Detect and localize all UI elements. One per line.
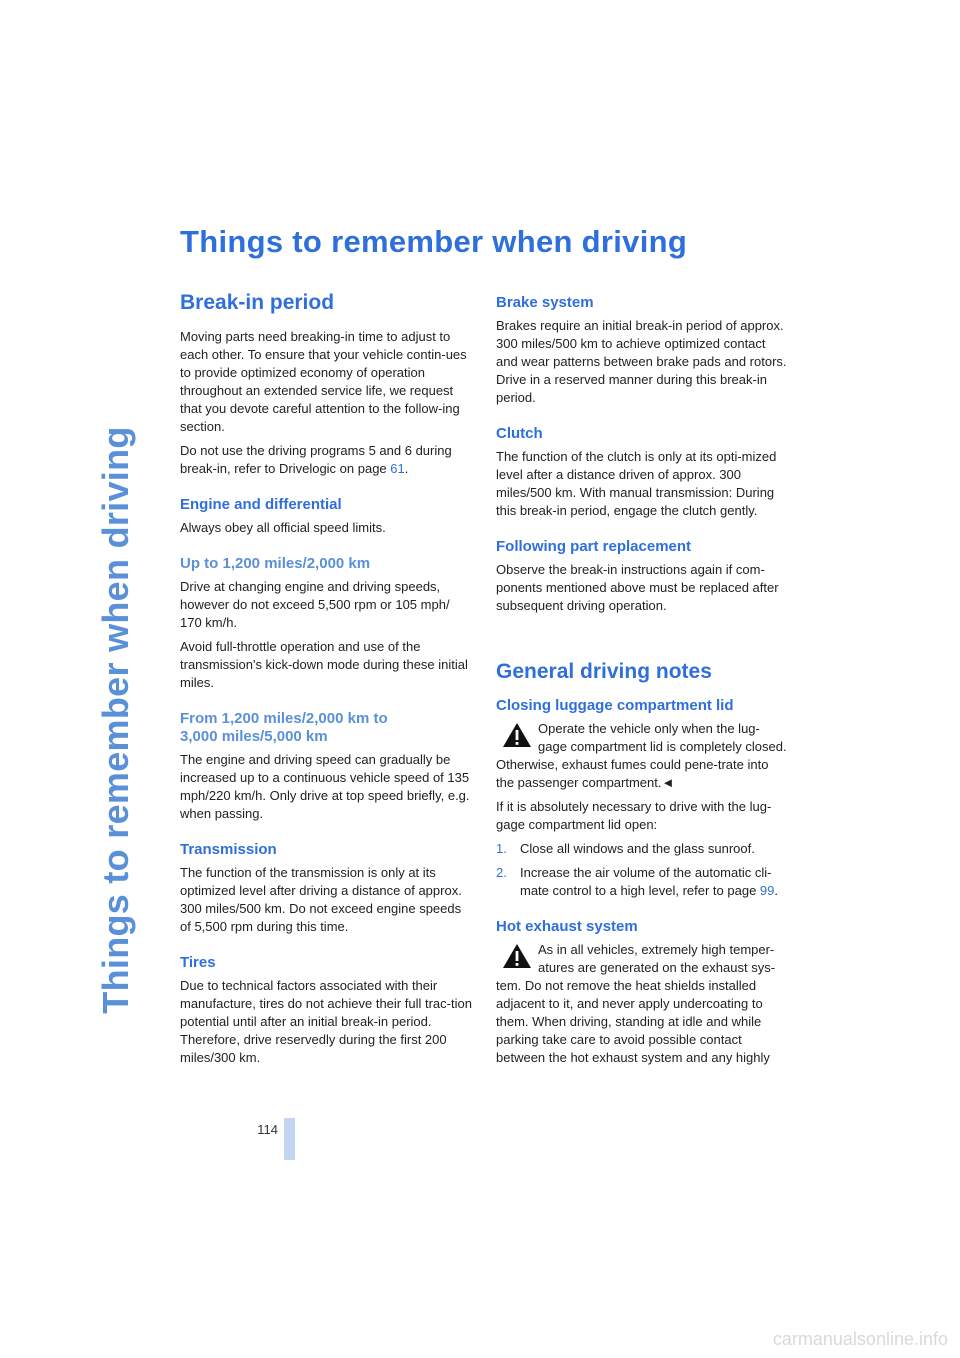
from-heading: From 1,200 miles/2,000 km to 3,000 miles/5,000 km xyxy=(180,710,388,746)
luggage-paragraph: If it is absolutely necessary to drive with the lug-gage compartment lid open: xyxy=(496,799,772,833)
left-column xyxy=(180,290,472,1073)
brake-heading: Brake system xyxy=(496,294,594,311)
tires-paragraph: Due to technical factors associated with their manufacture, tires do not achieve their full trac-tion potential until after an initial break-in period. Therefore, drive reservedly during the first 200 miles/300 km. xyxy=(180,978,472,1066)
page-number: 114 xyxy=(257,1122,278,1137)
list-item: 2. Increase the air volume of the automatic cli-mate control to a high level, refer to page 99. xyxy=(496,865,779,899)
engine-paragraph: Always obey all official speed limits. xyxy=(180,520,386,536)
page-number-bar xyxy=(284,1118,295,1160)
luggage-heading: Closing luggage compartment lid xyxy=(496,697,734,715)
page-link-61[interactable]: 61 xyxy=(390,461,405,477)
breakin-paragraph-1: Moving parts need breaking-in time to adjust to each other. To ensure that your vehicle contin-ues to provide optimized economy of operation throughout an extended service life, we request that you devote careful attention to the follow-ing section. xyxy=(180,329,467,435)
warning-triangle-icon xyxy=(502,943,532,969)
page-title: Things to remember when driving xyxy=(180,224,688,259)
breakin-heading: Break-in period xyxy=(180,291,335,314)
page-link-99[interactable]: 99 xyxy=(759,883,775,899)
watermark: carmanualsonline.info xyxy=(772,1329,948,1349)
engine-heading: Engine and differential xyxy=(180,496,342,514)
following-heading: Following part replacement xyxy=(496,538,692,555)
luggage-steps xyxy=(496,840,788,900)
warning-triangle-icon xyxy=(502,722,532,748)
exhaust-heading: Hot exhaust system xyxy=(496,918,638,936)
general-notes-heading: General driving notes xyxy=(496,660,712,683)
tires-heading: Tires xyxy=(180,954,216,972)
clutch-paragraph: The function of the clutch is only at its opti-mized level after a distance driven of approx. 300 miles/500 km. With manual transmission: During this break-in period, engage the clutch gently. xyxy=(496,449,777,518)
luggage-warning: Operate the vehicle only when the lug-gage compartment lid is completely closed. Otherwise, exhaust fumes could pene-trate into the passenger compartment.◄ xyxy=(496,721,787,791)
exhaust-warning: As in all vehicles, extremely high temper-atures are generated on the exhaust sys-tem. Do not remove the heat shields installed adjacent to it, and never apply undercoating to them. When driving, standing at idle and while parking take care to avoid possible contact between the hot exhaust system and any highly xyxy=(496,942,776,1066)
brake-paragraph: Brakes require an initial break-in period of approx. 300 miles/500 km to achieve optimized contact and wear patterns between brake pads and rotors. Drive in a reserved manner during this break-in period. xyxy=(496,318,787,405)
from-paragraph: The engine and driving speed can gradually be increased up to a continuous vehicle speed of 135 mph/220 km/h. Only drive at top speed briefly, e.g. when passing. xyxy=(180,752,470,822)
side-chapter-title: Things to remember when driving xyxy=(95,426,136,1014)
upto-paragraph-1: Drive at changing engine and driving speeds, however do not exceed 5,500 rpm or 105 mph/ 170 km/h. xyxy=(180,579,450,631)
list-item: 1. Close all windows and the glass sunroof. xyxy=(496,841,755,857)
transmission-paragraph: The function of the transmission is only at its optimized level after driving a distance of approx. 300 miles/500 km. Do not exceed engine speeds of 5,500 rpm during this time. xyxy=(180,865,462,935)
upto-paragraph-2: Avoid full-throttle operation and use of the transmission's kick-down mode during these initial miles. xyxy=(180,639,468,691)
right-column xyxy=(496,294,788,1073)
clutch-heading: Clutch xyxy=(496,425,543,442)
upto-heading: Up to 1,200 miles/2,000 km xyxy=(180,555,371,573)
transmission-heading: Transmission xyxy=(180,841,277,859)
following-paragraph: Observe the break-in instructions again if com-ponents mentioned above must be replaced after subsequent driving operation. xyxy=(496,562,779,613)
breakin-paragraph-2: Do not use the driving programs 5 and 6 during break-in, refer to Drivelogic on page 61. xyxy=(180,443,452,477)
